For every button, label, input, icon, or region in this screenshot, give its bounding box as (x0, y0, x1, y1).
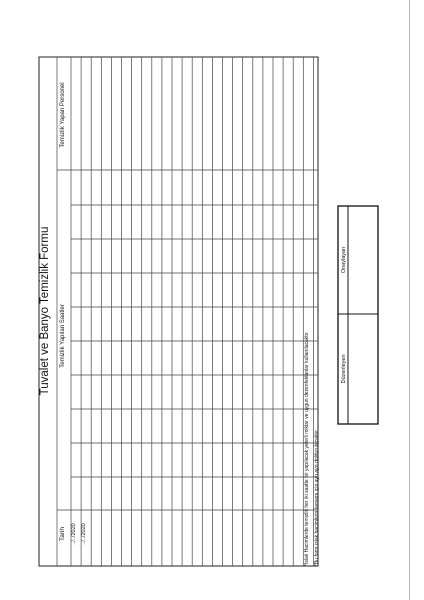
staff-column-header: Temizlik Yapan Personel (60, 82, 66, 148)
date-column-header: Tarih (59, 526, 66, 542)
date-row-2: ../../2020 (81, 523, 87, 545)
cleaning-times-header: Temizlik Yapılan Saatler (60, 304, 66, 368)
approved-by-label: Onaylayan (341, 246, 347, 274)
signature-box-border (338, 206, 378, 424)
prepared-by-label: Düzenleyen (341, 354, 347, 384)
signature-box (338, 206, 378, 424)
cleaning-table (39, 57, 318, 566)
form-title: Tuvalet ve Banyo Temizlik Formu (39, 226, 51, 396)
note-line-2: *Bu form ıslak hacimlerin tamamı için ayrı ayrı doldurulacaktır. (314, 429, 320, 566)
date-row-1: ../../2020 (71, 523, 77, 545)
note-line-1: *Islak Hacimlerde temizlik her iki saatte bir yapılacak yeterli miktar ve uygun dezenfektanlar kullanılacaktır. (304, 331, 310, 566)
